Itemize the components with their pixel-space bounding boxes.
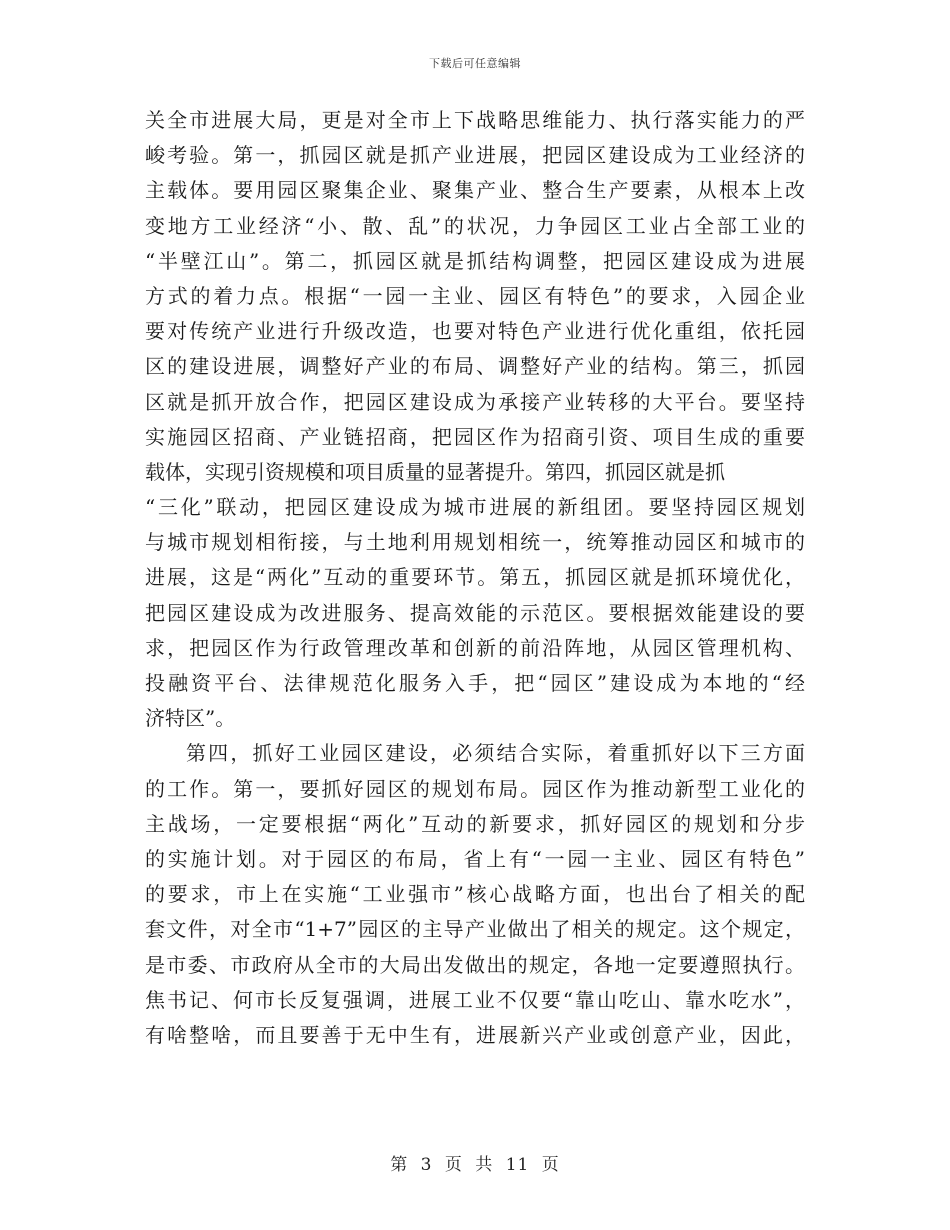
text-line: 与城市规划相衔接，与土地利用规划相统一，统筹推动园区和城市的 <box>145 530 805 555</box>
text-line: 区就是抓开放合作，把园区建设成为承接产业转移的大平台。要坚持 <box>145 389 805 414</box>
paragraph-first-line: 第四，抓好工业园区建设，必须结合实际，着重抓好以下三方面 <box>186 741 805 766</box>
text-line: 主战场，一定要根据“两化”互动的新要求，抓好园区的规划和分步 <box>145 811 805 836</box>
text-line: 峻考验。第一，抓园区就是抓产业进展，把园区建设成为工业经济的 <box>145 143 805 168</box>
text-line: 把园区建设成为改进服务、提高效能的示范区。要根据效能建设的要 <box>145 600 805 625</box>
text-line: 要对传统产业进行升级改造，也要对特色产业进行优化重组，依托园 <box>145 319 805 344</box>
text-line: 载体，实现引资规模和项目质量的显著提升。第四，抓园区就是抓 <box>145 459 725 484</box>
text-line: 方式的着力点。根据“一园一主业、园区有特色”的要求，入园企业 <box>145 283 805 308</box>
text-line: 的要求，市上在实施“工业强市”核心战略方面，也出台了相关的配 <box>145 882 805 907</box>
header-note: 下载后可任意编辑 <box>429 57 521 70</box>
text-line: “三化”联动，把园区建设成为城市进展的新组团。要坚持园区规划 <box>145 495 805 520</box>
text-line: 有啥整啥，而且要善于无中生有，进展新兴产业或创意产业，因此， <box>145 1022 805 1047</box>
document-body <box>145 103 805 1053</box>
text-line: 是市委、市政府从全市的大局出发做出的规定，各地一定要遵照执行。 <box>145 952 805 977</box>
text-line: 变地方工业经济“小、散、乱”的状况，力争园区工业占全部工业的 <box>145 213 805 238</box>
text-line: 求，把园区作为行政管理改革和创新的前沿阵地，从园区管理机构、 <box>145 635 805 660</box>
text-line: 济特区”。 <box>145 706 236 731</box>
text-line: 套文件，对全市“1+7”园区的主导产业做出了相关的规定。这个规定， <box>145 917 805 942</box>
text-line: 的工作。第一，要抓好园区的规划布局。园区作为推动新型工业化的 <box>145 776 805 801</box>
page-number: 第 3 页 共 11 页 <box>390 1155 560 1175</box>
text-line: “半壁江山”。第二，抓园区就是抓结构调整，把园区建设成为进展 <box>145 248 805 273</box>
text-line: 实施园区招商、产业链招商，把园区作为招商引资、项目生成的重要 <box>145 424 805 449</box>
text-line: 进展，这是“两化”互动的重要环节。第五，抓园区就是抓环境优化， <box>145 565 805 590</box>
text-line: 的实施计划。对于园区的布局，省上有“一园一主业、园区有特色” <box>145 846 805 871</box>
text-line: 区的建设进展，调整好产业的布局、调整好产业的结构。第三，抓园 <box>145 354 805 379</box>
text-line: 主载体。要用园区聚集企业、聚集产业、整合生产要素，从根本上改 <box>145 178 805 203</box>
text-line: 投融资平台、法律规范化服务入手，把“园区”建设成为本地的“经 <box>145 671 805 695</box>
text-line: 焦书记、何市长反复强调，进展工业不仅要“靠山吃山、靠水吃水”， <box>145 987 805 1012</box>
text-line: 关全市进展大局，更是对全市上下战略思维能力、执行落实能力的严 <box>145 108 805 132</box>
